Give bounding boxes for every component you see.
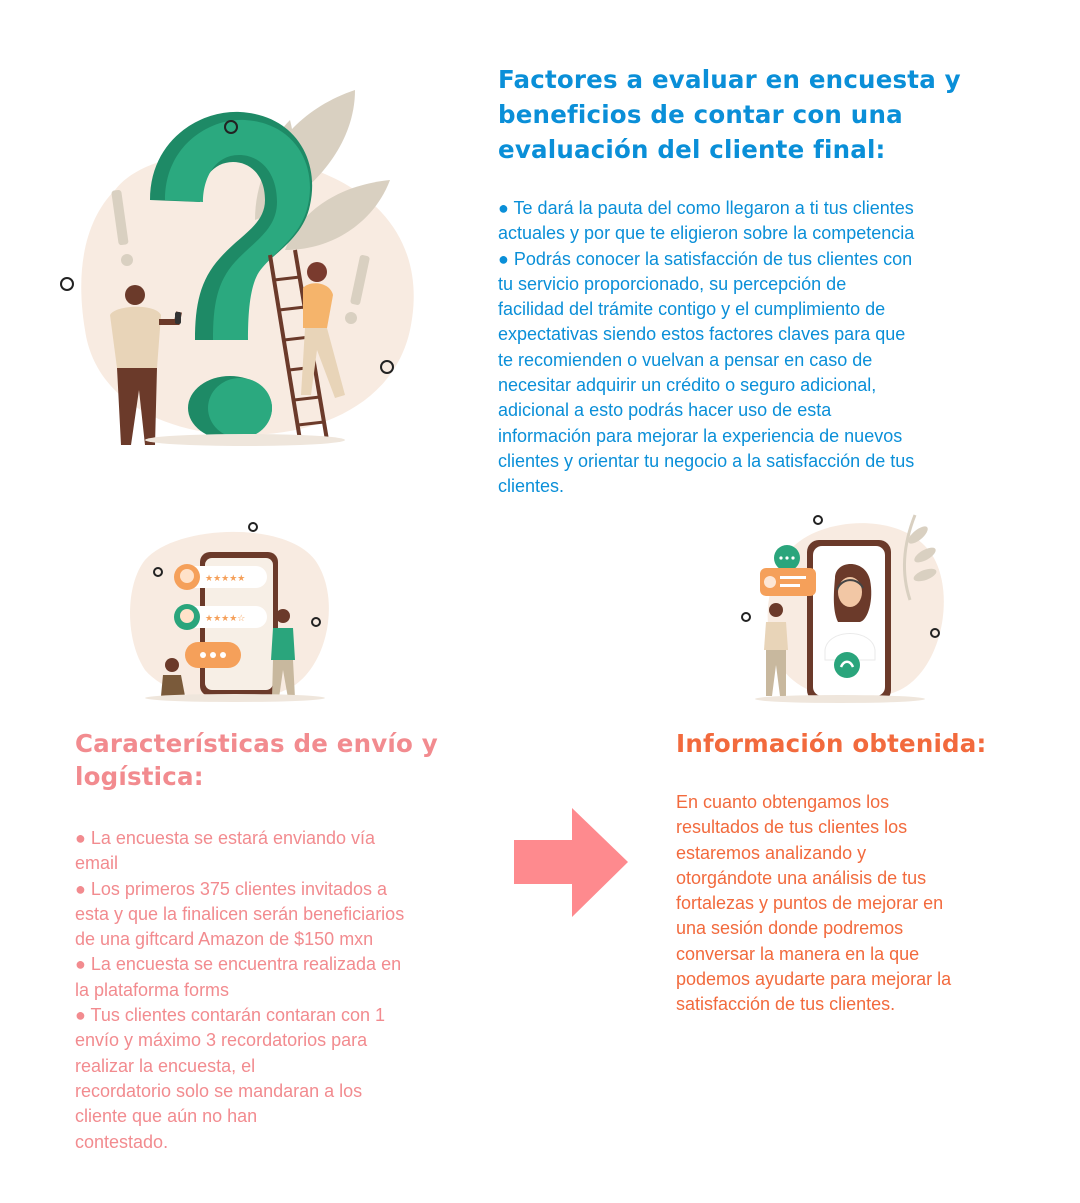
top-title [498, 62, 1038, 167]
right-body [676, 790, 1026, 1018]
circle-decoration [741, 612, 751, 622]
left-body-line: recordatorio solo se mandaran a los [75, 1080, 363, 1101]
top-body [498, 196, 1038, 500]
question-mark-icon [55, 90, 425, 460]
arrow-right-icon [514, 808, 629, 918]
top-body-line: ● Podrás conocer la satisfacción de tus clientes con [498, 248, 913, 269]
circle-decoration [311, 617, 321, 627]
support-illustration [740, 510, 950, 705]
top-title-line: beneficios de contar con una [498, 100, 903, 129]
right-body-line: otorgándote una análisis de tus [676, 867, 927, 888]
right-body-line: En cuanto obtengamos los [676, 792, 890, 812]
left-body-line: ● La encuesta se encuentra realizada en [75, 954, 402, 975]
top-body-line: clientes. [498, 476, 565, 497]
top-body-line: adicional a esto podrás hacer uso de esta [498, 400, 832, 421]
left-title-line: logística: [75, 762, 204, 791]
left-body-line: contestado. [75, 1131, 169, 1152]
top-body-line: clientes y orientar tu negocio a la satisfacción de tus [498, 450, 915, 471]
right-body-line: fortalezas y puntos de mejorar en [676, 893, 944, 914]
right-body-line: conversar la manera en la que [676, 943, 920, 964]
left-body-line: ● La encuesta se estará enviando vía [75, 828, 376, 848]
circle-decoration [153, 567, 163, 577]
left-body-line: ● Los primeros 375 clientes invitados a [75, 878, 388, 899]
top-body-line: facilidad del trámite contigo y el cumplimiento de [498, 299, 886, 320]
circle-decoration [60, 277, 74, 291]
left-body-line: cliente que aún no han [75, 1106, 258, 1127]
left-title [75, 727, 505, 793]
circle-decoration [813, 515, 823, 525]
top-body-line: ● Te dará la pauta del como llegaron a ti tus clientes [498, 198, 914, 218]
left-title-line: Características de envío y [75, 729, 438, 758]
left-body-line: ● Tus clientes contarán contaran con 1 [75, 1005, 386, 1026]
svg-text:★★★★☆: ★★★★☆ [205, 614, 246, 624]
right-body-line: estaremos analizando y [676, 842, 867, 863]
right-title [676, 727, 1026, 760]
phone-reviews-icon [125, 520, 340, 705]
left-body-line: la plataforma forms [75, 979, 230, 1000]
svg-text:★★★★★: ★★★★★ [205, 574, 246, 584]
top-body-line: necesitar adquirir un crédito o seguro adicional, [498, 375, 877, 396]
top-body-line: te recomienden o vuelvan a pensar en caso de [498, 349, 873, 370]
right-section [676, 727, 1026, 1018]
left-body-line: realizar la encuesta, el [75, 1055, 256, 1076]
top-body-line: información para mejorar la experiencia de nuevos [498, 425, 903, 446]
left-body-line: de una giftcard Amazon de $150 mxn [75, 929, 374, 950]
left-body [75, 826, 505, 1155]
right-body-line: satisfacción de tus clientes. [676, 994, 896, 1015]
right-body-line: podemos ayudarte para mejorar la [676, 969, 952, 990]
left-body-line: email [75, 853, 119, 874]
left-body-line: esta y que la finalicen serán beneficiarios [75, 903, 405, 924]
left-section [75, 727, 505, 1155]
question-illustration [55, 90, 425, 460]
circle-decoration [380, 360, 394, 374]
right-title-line: Información obtenida: [676, 729, 987, 758]
left-body-line: envío y máximo 3 recordatorios para [75, 1030, 368, 1051]
circle-decoration [930, 628, 940, 638]
top-title-line: Factores a evaluar en encuesta y [498, 65, 961, 94]
right-body-line: una sesión donde podremos [676, 918, 904, 939]
reviews-illustration [125, 520, 340, 705]
right-body-line: resultados de tus clientes los [676, 817, 908, 838]
top-title-line: evaluación del cliente final: [498, 135, 886, 164]
phone-support-icon [740, 510, 950, 705]
circle-decoration [248, 522, 258, 532]
top-section [498, 62, 1038, 500]
circle-decoration [224, 120, 238, 134]
top-body-line: expectativas siendo estos factores claves para que [498, 324, 906, 345]
top-body-line: tu servicio proporcionado, su percepción de [498, 273, 847, 294]
top-body-line: actuales y por que te eligieron sobre la competencia [498, 223, 915, 244]
